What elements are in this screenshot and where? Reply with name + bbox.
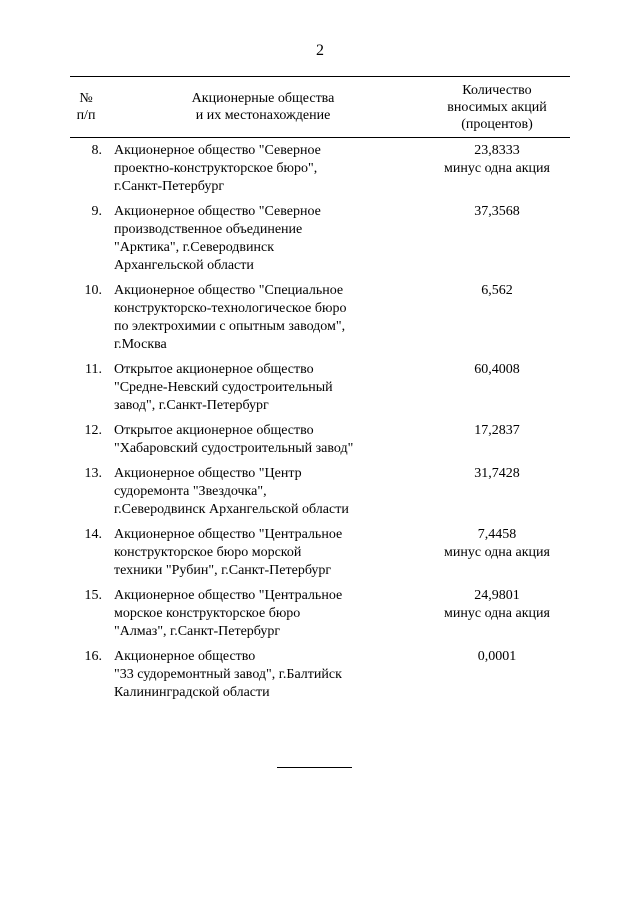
table-row <box>70 203 570 275</box>
share-quantity: 37,3568 <box>474 204 520 219</box>
row-number: 9. <box>91 204 102 219</box>
row-number: 14. <box>84 527 102 542</box>
row-number: 10. <box>84 283 102 298</box>
share-quantity: 17,2837 <box>474 423 520 438</box>
share-quantity: 7,4458 минус одна акция <box>444 527 550 560</box>
company-name: Открытое акционерное общество "Хабаровский судостроительный завод" <box>114 423 354 456</box>
table-row <box>70 587 570 641</box>
share-quantity: 24,9801 минус одна акция <box>444 588 550 621</box>
row-number: 11. <box>85 362 102 377</box>
table-row <box>70 361 570 415</box>
company-name: Акционерное общество "Центр судоремонта "Звездочка", г.Северодвинск Архангельской области <box>114 466 349 517</box>
share-quantity: 31,7428 <box>474 466 520 481</box>
company-name: Акционерное общество "Северное проектно-конструкторское бюро", г.Санкт-Петербург <box>114 143 321 194</box>
header-company: Акционерные общества и их местонахождение <box>191 91 335 123</box>
company-name: Акционерное общество "Центральное конструкторское бюро морской техники "Рубин", г.Санкт-Петербург <box>114 527 343 578</box>
table-row <box>70 526 570 580</box>
page-number: 2 <box>316 42 324 59</box>
share-quantity: 6,562 <box>481 283 513 298</box>
share-quantity: 0,0001 <box>477 649 517 664</box>
row-number: 8. <box>91 143 102 158</box>
company-name: Открытое акционерное общество "Средне-Невский судостроительный завод", г.Санкт-Петербург <box>114 362 333 413</box>
row-number: 13. <box>84 466 102 481</box>
table-row <box>70 282 570 354</box>
table-row <box>70 648 570 702</box>
end-divider <box>277 767 352 768</box>
company-name: Акционерное общество "Центральное морское конструкторское бюро "Алмаз", г.Санкт-Петербург <box>114 588 343 639</box>
company-name: Акционерное общество "Специальное конструкторско-технологическое бюро по электрохимии с опытным заводом", г.Москва <box>114 283 347 352</box>
row-number: 12. <box>84 423 102 438</box>
company-name: Акционерное общество "Северное производственное объединение "Арктика", г.Северодвинск Архангельской области <box>114 204 321 273</box>
company-name: Акционерное общество "33 судоремонтный завод", г.Балтийск Калининградской области <box>114 649 342 700</box>
table-body <box>70 142 570 709</box>
share-quantity: 23,8333 минус одна акция <box>444 143 550 176</box>
header-quantity: Количество вносимых акций (процентов) <box>447 82 547 132</box>
header-number: № п/п <box>76 91 96 123</box>
table-row <box>70 142 570 196</box>
table-row <box>70 465 570 519</box>
row-number: 16. <box>84 649 102 664</box>
table-header <box>70 76 570 138</box>
table-row <box>70 422 570 458</box>
share-quantity: 60,4008 <box>474 362 520 377</box>
row-number: 15. <box>84 588 102 603</box>
